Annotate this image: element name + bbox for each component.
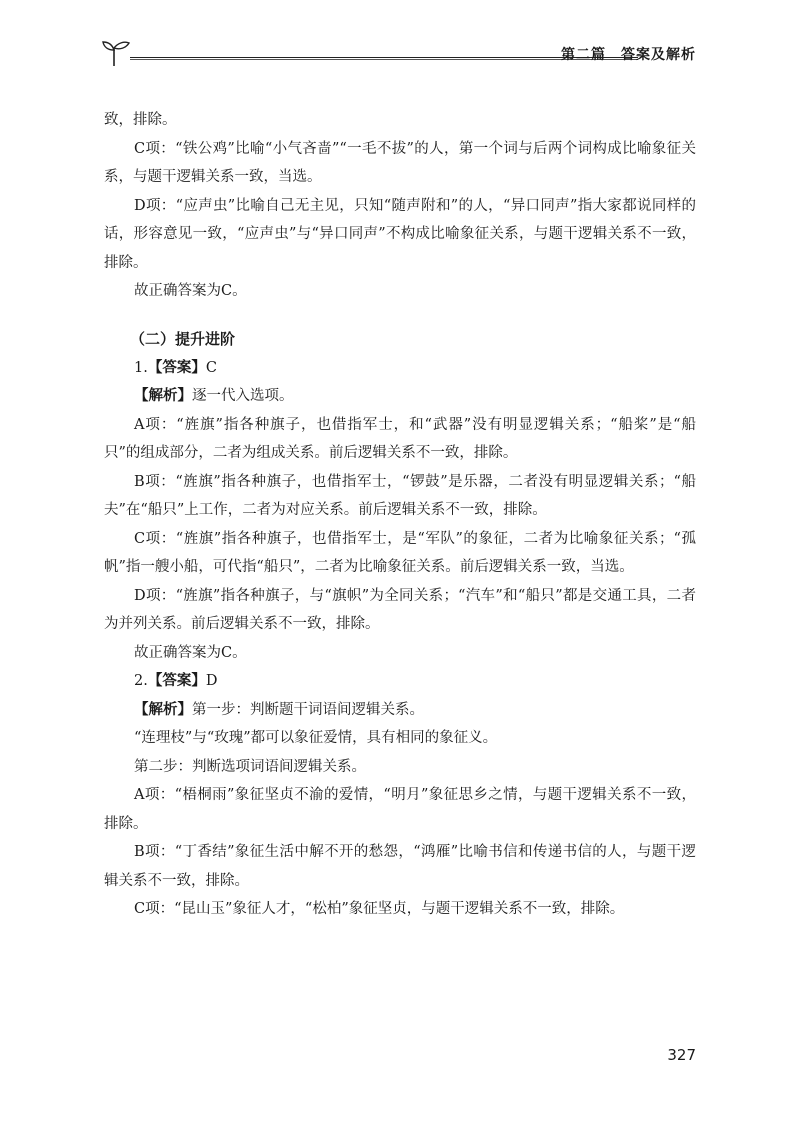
q2-option-c: C项：“昆山玉”象征人才，“松柏”象征坚贞，与题干逻辑关系不一致，排除。 xyxy=(134,901,625,917)
q1-answer-value: C xyxy=(205,359,217,376)
paragraph: 第二步：判断选项词语间逻辑关系。 xyxy=(134,758,366,775)
chapter-title: 第二篇 答案及解析 xyxy=(561,47,696,63)
q1-option-b: B项：“旌旗”指各种旗子，也借指军士，“锣鼓”是乐器，二者没有明显逻辑关系；“船夫”在“船只”上工作，二者为对应关系。前后逻辑关系不一致，排除。 xyxy=(104,473,696,518)
paragraph: 致，排除。 xyxy=(104,112,177,128)
q2-answer-label: 【答案】 xyxy=(147,673,206,689)
q2-analysis xyxy=(104,696,696,725)
q1-number: 1. xyxy=(134,359,148,376)
section-title: （二）提升进阶 xyxy=(130,329,236,348)
q2-option-b: B项：“丁香结”象征生活中解不开的愁怨，“鸿雁”比喻书信和传递书信的人，与题干逻辑关系不一致，排除。 xyxy=(104,844,696,889)
page-number: 327 xyxy=(667,1046,696,1064)
sprout-icon xyxy=(100,38,134,68)
q1-conclusion: 故正确答案为C。 xyxy=(134,644,247,661)
paragraph: 故正确答案为C。 xyxy=(134,283,247,299)
q2-number: 2. xyxy=(134,673,148,689)
q1-answer xyxy=(104,354,696,383)
running-header xyxy=(100,38,700,68)
q1-analysis xyxy=(104,382,696,411)
q2-option-a: A项：“梧桐雨”象征坚贞不渝的爱情，“明月”象征思乡之情，与题干逻辑关系不一致，排除。 xyxy=(104,787,696,832)
paragraph: C项：“铁公鸡”比喻“小气吝啬”“一毛不拔”的人，第一个词与后两个词构成比喻象征关系，与题干逻辑关系一致，当选。 xyxy=(104,140,696,185)
q2-answer-value: D xyxy=(205,673,218,689)
page-content xyxy=(104,106,696,924)
q1-option-d: D项：“旌旗”指各种旗子，与“旗帜”为全同关系；“汽车”和“船只”都是交通工具，二者为并列关系。前后逻辑关系不一致，排除。 xyxy=(104,587,696,632)
paragraph: D项：“应声虫”比喻自己无主见，只知“随声附和”的人，“异口同声”指大家都说同样的话，形容意见一致，“应声虫”与“异口同声”不构成比喻象征关系，与题干逻辑关系不一致，排除。 xyxy=(104,197,696,271)
q1-option-c: C项：“旌旗”指各种旗子，也借指军士，是“军队”的象征，二者为比喻象征关系；“孤帆”指一艘小船，可代指“船只”，二者为比喻象征关系。前后逻辑关系一致，当选。 xyxy=(104,530,696,575)
q2-analysis-label: 【解析】 xyxy=(134,701,192,718)
q1-answer-label: 【答案】 xyxy=(147,359,206,376)
q1-analysis-label: 【解析】 xyxy=(134,388,192,404)
q2-answer xyxy=(104,667,696,696)
q1-analysis-text: 逐一代入选项。 xyxy=(192,388,294,404)
q1-option-a: A项：“旌旗”指各种旗子，也借指军士，和“武器”没有明显逻辑关系；“船桨”是“船只”的组成部分，二者为组成关系。前后逻辑关系不一致，排除。 xyxy=(104,416,696,461)
q2-analysis-text: 第一步：判断题干词语间逻辑关系。 xyxy=(192,701,424,718)
paragraph: “连理枝”与“玫瑰”都可以象征爱情，具有相同的象征义。 xyxy=(134,730,498,746)
